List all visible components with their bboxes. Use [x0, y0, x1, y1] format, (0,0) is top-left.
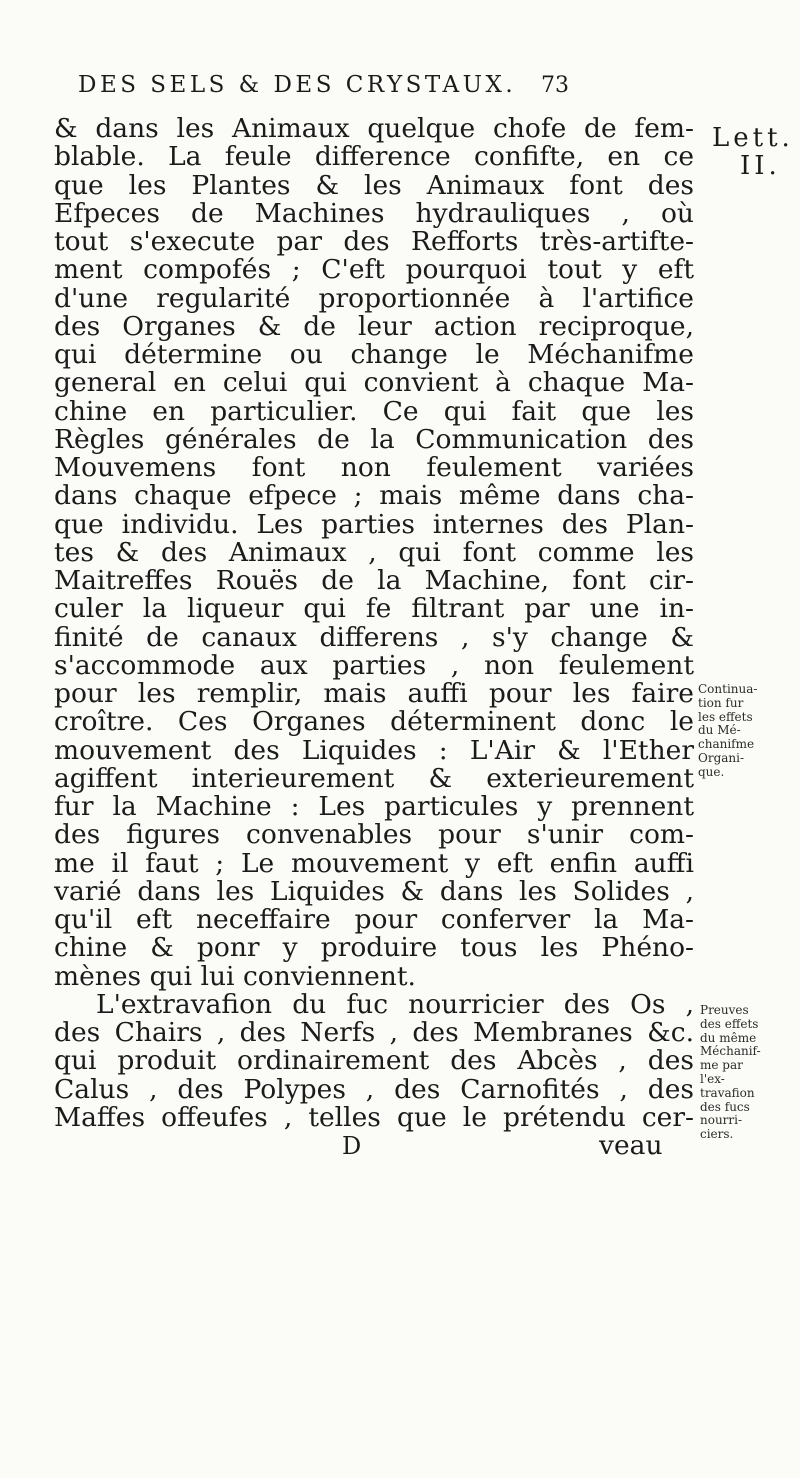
margin-note-line: me par — [700, 1058, 743, 1073]
running-header — [78, 72, 778, 112]
signature-mark: D — [342, 1132, 362, 1160]
text-line: fur la Machine : Les particules y prennent — [54, 791, 694, 822]
margin-note-line: Organi- — [698, 750, 745, 765]
margin-note-line: travafion — [700, 1085, 755, 1100]
margin-heading-number: II. — [740, 151, 781, 181]
catchword: veau — [599, 1130, 663, 1161]
text-line: mènes qui lui conviennent. — [54, 960, 416, 992]
text-line: tout s'execute par des Refforts très-artifte- — [54, 226, 694, 257]
margin-note-line: l'ex- — [700, 1071, 725, 1086]
body-text — [54, 115, 694, 1160]
text-line: dans chaque efpece ; mais même dans cha- — [54, 480, 694, 512]
margin-note-proofs — [700, 1004, 761, 1142]
page-number: 73 — [541, 73, 569, 98]
text-line: des figures convenables pour s'unir com- — [54, 819, 694, 851]
text-line: que individu. Les parties internes des Plan- — [54, 508, 694, 540]
text-line: varié dans les Liquides & dans les Solides , — [54, 875, 694, 907]
text-line: qu'il eft neceffaire pour conferver la Ma- — [54, 904, 694, 935]
margin-note-line: les effets — [698, 709, 753, 724]
footer-line — [54, 1132, 694, 1160]
text-line: s'accommode aux parties , non feulement — [54, 649, 694, 681]
margin-note-line: des fucs — [700, 1099, 750, 1114]
text-line: L'extravafion du fuc nourricier des Os , — [96, 988, 694, 1020]
margin-note-line: tion fur — [698, 695, 744, 710]
text-line: d'une regularité proportionnée à l'artifice — [54, 282, 694, 314]
text-line: des Organes & de leur action reciproque, — [54, 310, 694, 342]
text-line: des Chairs , des Nerfs , des Membranes &c. — [54, 1017, 694, 1048]
text-line: chine en particulier. Ce qui fait que les — [54, 395, 694, 427]
margin-note-line: que. — [698, 764, 725, 779]
margin-heading — [712, 124, 794, 180]
text-line: mouvement des Liquides : L'Air & l'Ether — [54, 734, 694, 766]
text-line: Maffes offeufes , telles que le prétendu cer- — [54, 1101, 694, 1133]
margin-note-line: du Mé- — [698, 723, 741, 738]
margin-note-line: Méchanif- — [700, 1044, 761, 1059]
text-line: culer la liqueur qui fe filtrant par une in- — [54, 593, 694, 625]
text-line: qui produit ordinairement des Abcès , des — [54, 1045, 694, 1077]
running-title: DES SELS & DES CRYSTAUX. — [78, 72, 517, 98]
margin-note-continuation — [698, 683, 757, 780]
text-line: Règles générales de la Communication des — [54, 423, 694, 455]
text-line: blable. La feule difference confifte, en ce — [54, 141, 694, 173]
text-line: qui détermine ou change le Méchanifme — [54, 339, 694, 370]
text-line: general en celui qui convient à chaque Ma- — [54, 367, 694, 399]
margin-note-line: Preuves — [700, 1003, 749, 1017]
margin-heading-letter: Lett. — [712, 123, 794, 153]
text-line: me il faut ; Le mouvement y eft enfin auffi — [54, 847, 694, 879]
text-line: pour les remplir, mais auffi pour les faire — [54, 678, 694, 709]
text-line: Mouvemens font non feulement variées — [54, 452, 694, 483]
margin-note-line: ciers. — [700, 1127, 734, 1142]
text-line: agiffent interieurement & exterieurement — [54, 762, 694, 794]
text-line: chine & ponr y produire tous les Phéno- — [54, 932, 694, 964]
text-line: Efpeces de Machines hydrauliques , où — [54, 197, 694, 229]
margin-note-line: Continua- — [698, 682, 758, 696]
text-line: Maitreffes Rouës de la Machine, font cir- — [54, 565, 694, 596]
margin-note-line: du même — [700, 1030, 757, 1045]
text-line: que les Plantes & les Animaux font des — [54, 169, 694, 201]
text-line: Calus , des Polypes , des Carnofités , des — [54, 1073, 694, 1105]
text-line: tes & des Animaux , qui font comme les — [54, 536, 694, 568]
margin-note-line: des effets — [700, 1016, 759, 1031]
text-line: croître. Ces Organes déterminent donc le — [54, 706, 694, 738]
text-line: ment compofés ; C'eft pourquoi tout y eft — [54, 254, 694, 286]
text-line: finité de canaux differens , s'y change & — [54, 621, 694, 653]
margin-note-line: chanifme — [698, 737, 755, 752]
text-line: & dans les Animaux quelque chofe de fem- — [54, 113, 694, 144]
margin-note-line: nourri- — [700, 1113, 743, 1128]
